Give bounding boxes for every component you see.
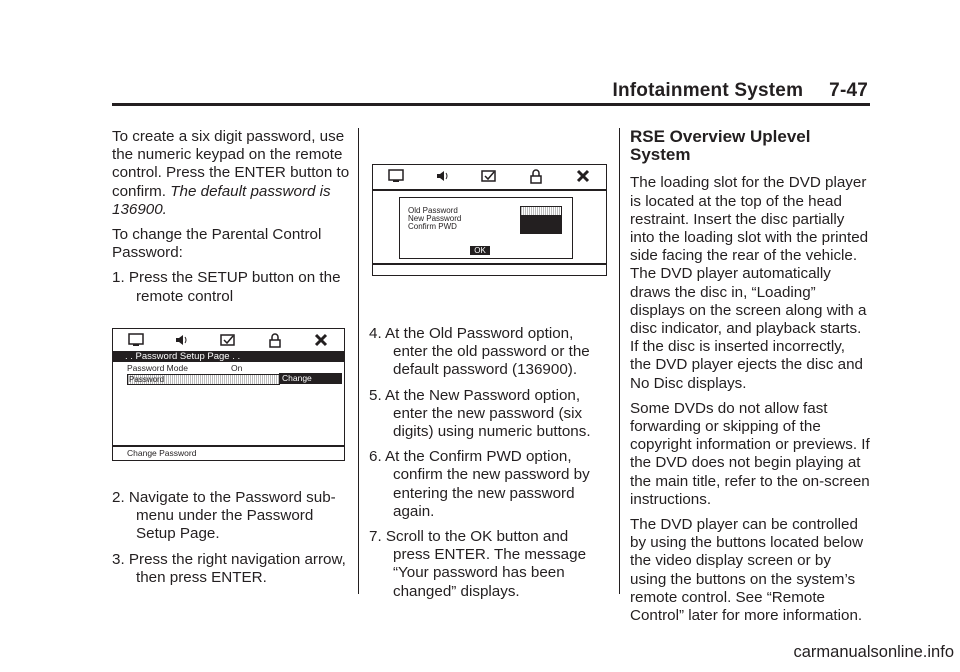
password-setup-screen bbox=[112, 328, 345, 461]
column-divider bbox=[619, 128, 620, 594]
icon-bar bbox=[113, 329, 344, 351]
paragraph: Some DVDs do not allow fast forwarding or skipping of the copyright information or previews. If the DVD does not begin playing at the main title, refer to the on-screen instructions. bbox=[630, 399, 870, 508]
column-3 bbox=[630, 128, 870, 632]
password-dialog bbox=[399, 197, 573, 259]
old-password-label: Old Password bbox=[408, 206, 458, 215]
monitor-icon bbox=[387, 168, 405, 184]
text: To create a six digit password, use the numeric keypad on the remote control. Press the ENTER button to confirm. bbox=[112, 128, 350, 200]
watermark: carmanualsonline.info bbox=[793, 643, 954, 661]
page-header bbox=[300, 80, 868, 102]
column-2 bbox=[369, 325, 609, 608]
confirm-pwd-field bbox=[520, 224, 562, 234]
close-icon bbox=[312, 332, 330, 348]
step-2: 2. Navigate to the Password sub-menu under the Password Setup Page. bbox=[112, 489, 336, 543]
new-password-label: New Password bbox=[408, 214, 462, 223]
step-1: 1. Press the SETUP button on the remote control bbox=[112, 269, 341, 305]
icon-bar-divider bbox=[373, 189, 606, 191]
ok-button: OK bbox=[470, 246, 490, 255]
footer-label: Change Password bbox=[127, 448, 197, 458]
monitor-icon bbox=[127, 332, 145, 348]
section-title: Infotainment System bbox=[612, 80, 804, 101]
lock-icon bbox=[527, 168, 545, 184]
column-1 bbox=[112, 128, 350, 313]
default-password-note: The default password is 136900. bbox=[112, 182, 331, 218]
checkbox-icon bbox=[219, 332, 237, 348]
password-field: Password bbox=[127, 374, 280, 385]
step-4: 4. At the Old Password option, enter the old password or the default password (136900). bbox=[369, 325, 590, 379]
confirm-pwd-label: Confirm PWD bbox=[408, 222, 457, 231]
footer-divider bbox=[373, 263, 606, 265]
speaker-icon bbox=[173, 332, 191, 348]
step-5: 5. At the New Password option, enter the new password (six digits) using numeric buttons. bbox=[369, 386, 591, 441]
footer-divider bbox=[113, 445, 344, 447]
lock-icon bbox=[266, 332, 284, 348]
checkbox-icon bbox=[480, 168, 498, 184]
setup-page-title: . . Password Setup Page . . bbox=[113, 351, 344, 362]
page-number: 7-47 bbox=[829, 80, 868, 101]
column-divider bbox=[358, 128, 359, 594]
header-rule bbox=[112, 103, 870, 106]
paragraph bbox=[112, 128, 350, 219]
change-password-screen bbox=[372, 164, 607, 276]
step-7: 7. Scroll to the OK button and press ENTER. The message “Your password has been changed” displays. bbox=[369, 528, 587, 600]
step-3: 3. Press the right navigation arrow, then press ENTER. bbox=[112, 550, 346, 586]
paragraph: The loading slot for the DVD player is located at the top of the head restraint. Insert the disc partially into the loading slot with the printed side facing the rear of the vehicle. The DVD player automatically draws the disc in, “Loading” displays on the screen along with a disc indicator, and playback starts. If the disc is inserted incorrectly, the DVD player ejects the disc and No Disc displays. bbox=[630, 174, 869, 392]
paragraph: To change the Parental Control Password: bbox=[112, 226, 322, 262]
change-button: Change bbox=[279, 373, 342, 384]
password-mode-value: On bbox=[231, 363, 243, 373]
step-6: 6. At the Confirm PWD option, confirm the new password by entering the new password again. bbox=[369, 448, 590, 520]
section-heading: RSE Overview Uplevel System bbox=[630, 127, 811, 165]
icon-bar bbox=[373, 165, 606, 187]
paragraph: The DVD player can be controlled by using the buttons located below the video display screen or by using the buttons on the system’s remote control. See “Remote Control” later for more information. bbox=[630, 516, 864, 625]
column-1-lower bbox=[112, 489, 350, 594]
close-icon bbox=[574, 168, 592, 184]
password-mode-label: Password Mode bbox=[127, 363, 188, 373]
speaker-icon bbox=[434, 168, 452, 184]
